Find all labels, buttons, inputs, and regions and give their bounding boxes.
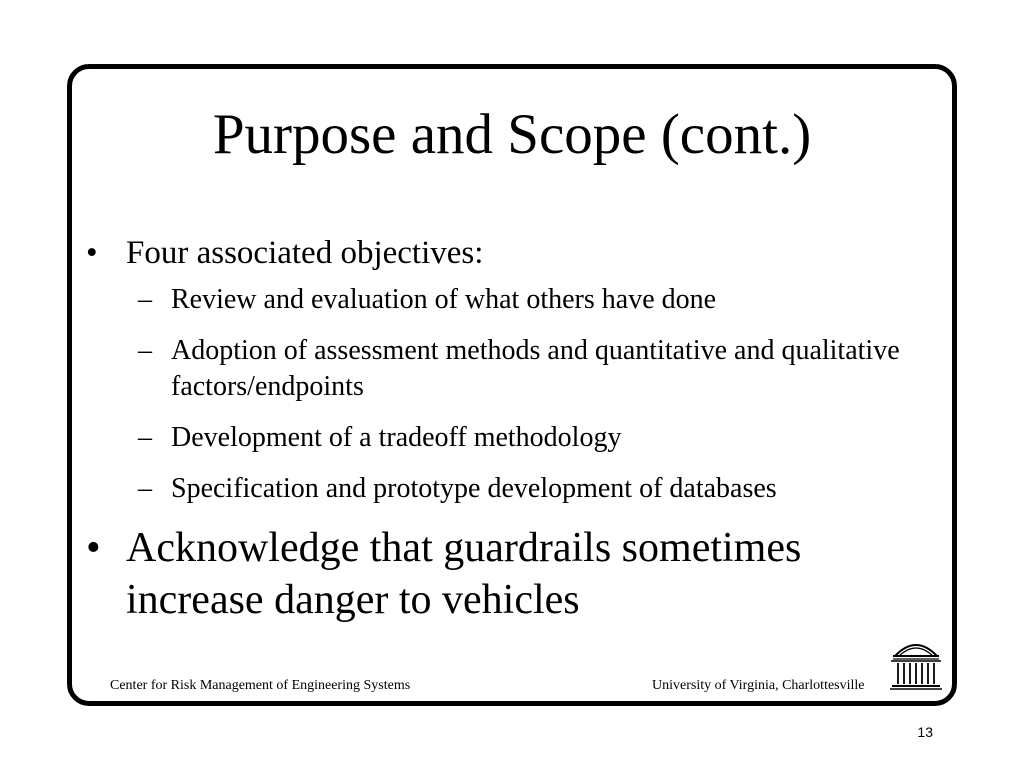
- bullet-text: Acknowledge that guardrails sometimes increase danger to vehicles: [126, 525, 802, 623]
- dash-marker: –: [138, 473, 152, 504]
- bullet-marker: •: [86, 235, 98, 271]
- sub-item-text: Development of a tradeoff methodology: [171, 422, 622, 453]
- sub-item: [126, 471, 916, 507]
- footer-organization: Center for Risk Management of Engineering Systems: [110, 678, 411, 693]
- bullet-item: [86, 232, 916, 507]
- sub-item: [126, 282, 916, 318]
- sub-item-text: Adoption of assessment methods and quantitative and qualitative factors/endpoints: [171, 335, 900, 402]
- dash-marker: –: [138, 422, 152, 453]
- sub-item-text: Specification and prototype development of databases: [171, 473, 777, 504]
- rotunda-logo-icon: [889, 636, 943, 690]
- bullet-list: [86, 232, 916, 626]
- sub-item-text: Review and evaluation of what others have done: [171, 284, 717, 315]
- bullet-marker: •: [86, 525, 101, 571]
- sub-item: [126, 420, 916, 456]
- sub-list: [126, 282, 916, 507]
- bullet-text: Four associated objectives:: [126, 235, 484, 271]
- bullet-item: [86, 522, 916, 626]
- dash-marker: –: [138, 335, 152, 366]
- slide-title: Purpose and Scope (cont.): [212, 103, 812, 166]
- page-number: 13: [917, 724, 933, 740]
- dash-marker: –: [138, 284, 152, 315]
- sub-item: [126, 333, 916, 405]
- footer-university: University of Virginia, Charlottesville: [652, 678, 865, 693]
